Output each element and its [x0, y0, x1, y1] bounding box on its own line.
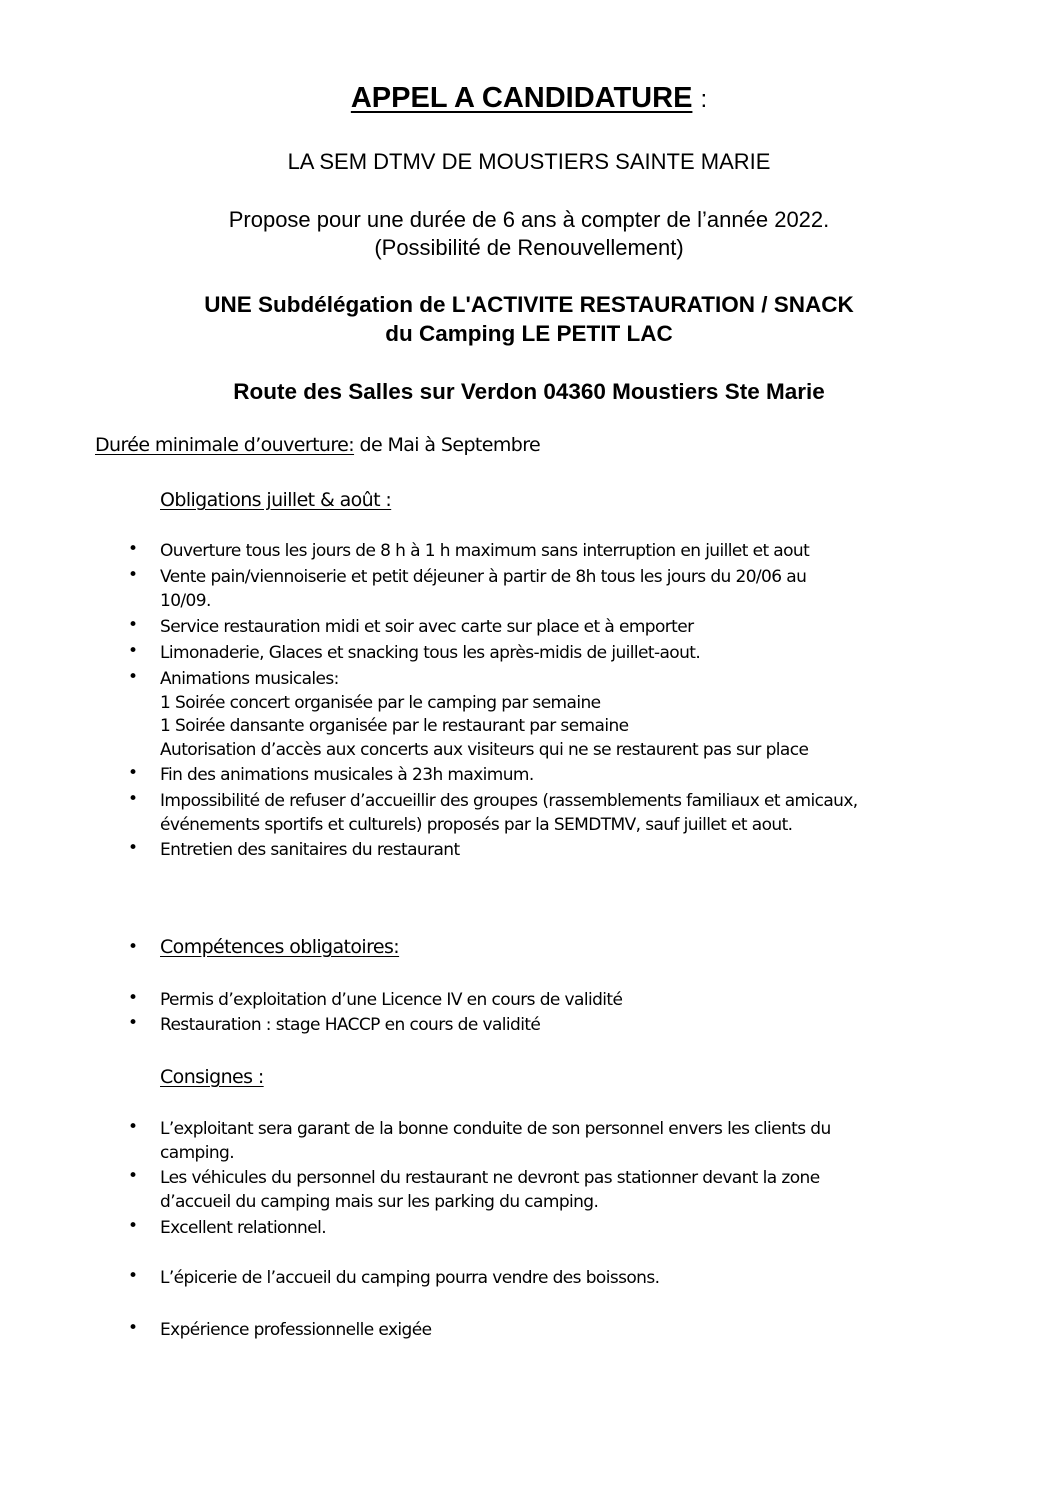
bullet: •	[128, 838, 139, 858]
bullet: •	[128, 641, 139, 661]
bullet: •	[128, 1266, 139, 1286]
title-colon: :	[700, 86, 708, 113]
obligations-heading: Obligations juillet & août :	[160, 489, 392, 511]
list-item: Les véhicules du personnel du restaurant ne devront pas stationner devant la zone	[160, 1168, 820, 1188]
list-item-continuation: d’accueil du camping mais sur les parking du camping.	[160, 1192, 599, 1212]
bullet: •	[128, 1117, 139, 1137]
list-item: Expérience professionnelle exigée	[160, 1320, 432, 1340]
bullet: •	[128, 988, 139, 1008]
list-item: Fin des animations musicales à 23h maximum.	[160, 765, 534, 785]
bullet: •	[128, 1166, 139, 1186]
list-item-continuation: 1 Soirée concert organisée par le camping par semaine	[160, 693, 601, 713]
list-item: Service restauration midi et soir avec carte sur place et à emporter	[160, 617, 694, 637]
propose-line-1: Propose pour une durée de 6 ans à compter de l’année 2022.	[228, 207, 830, 232]
list-item-continuation: 10/09.	[160, 591, 211, 611]
list-item-continuation: Autorisation d’accès aux concerts aux visiteurs qui ne se restaurent pas sur place	[160, 740, 809, 760]
consignes-heading: Consignes :	[160, 1066, 264, 1088]
title-text: APPEL A CANDIDATURE	[350, 82, 693, 114]
list-item-continuation: événements sportifs et culturels) proposés par la SEMDTMV, sauf juillet et aout.	[160, 815, 793, 835]
bullet: •	[128, 565, 139, 585]
subdelegation-line-1: UNE Subdélégation de L'ACTIVITE RESTAURATION / SNACK	[204, 292, 854, 317]
duree-label: Durée minimale d’ouverture:	[95, 434, 355, 456]
bullet: •	[128, 789, 139, 809]
bullet: •	[128, 763, 139, 783]
propose-line-2: (Possibilité de Renouvellement)	[374, 235, 684, 260]
document-title	[0, 82, 1058, 115]
bullet: •	[128, 667, 139, 687]
bullet: •	[128, 615, 139, 635]
list-item: Limonaderie, Glaces et snacking tous les après-midis de juillet-aout.	[160, 643, 701, 663]
bullet: •	[128, 1013, 139, 1033]
list-item: Entretien des sanitaires du restaurant	[160, 840, 460, 860]
duree-value: de Mai à Septembre	[354, 434, 541, 456]
list-item: Animations musicales:	[160, 669, 339, 689]
organization-line: LA SEM DTMV DE MOUSTIERS SAINTE MARIE	[287, 149, 771, 174]
list-item: Vente pain/viennoiserie et petit déjeuner à partir de 8h tous les jours du 20/06 au	[160, 567, 807, 587]
bullet: •	[128, 539, 139, 559]
list-item: Impossibilité de refuser d’accueillir des groupes (rassemblements familiaux et amicaux,	[160, 791, 858, 811]
list-item-continuation: 1 Soirée dansante organisée par le restaurant par semaine	[160, 716, 629, 736]
list-item: L’exploitant sera garant de la bonne conduite de son personnel envers les clients du	[160, 1119, 831, 1139]
list-item: Excellent relationnel.	[160, 1218, 326, 1238]
list-item: L’épicerie de l’accueil du camping pourra vendre des boissons.	[160, 1268, 660, 1288]
bullet: •	[128, 1318, 139, 1338]
list-item: Restauration : stage HACCP en cours de validité	[160, 1015, 541, 1035]
list-item-continuation: camping.	[160, 1143, 235, 1163]
list-item: Permis d’exploitation d’une Licence IV en cours de validité	[160, 990, 623, 1010]
bullet: •	[128, 1216, 139, 1236]
list-item: Ouverture tous les jours de 8 h à 1 h maximum sans interruption en juillet et aout	[160, 541, 810, 561]
subdelegation-line-2: du Camping LE PETIT LAC	[385, 321, 673, 346]
bullet: •	[128, 937, 139, 957]
duree-line	[95, 433, 540, 457]
competences-heading: Compétences obligatoires:	[160, 936, 400, 958]
address-line: Route des Salles sur Verdon 04360 Moustiers Ste Marie	[233, 379, 825, 404]
